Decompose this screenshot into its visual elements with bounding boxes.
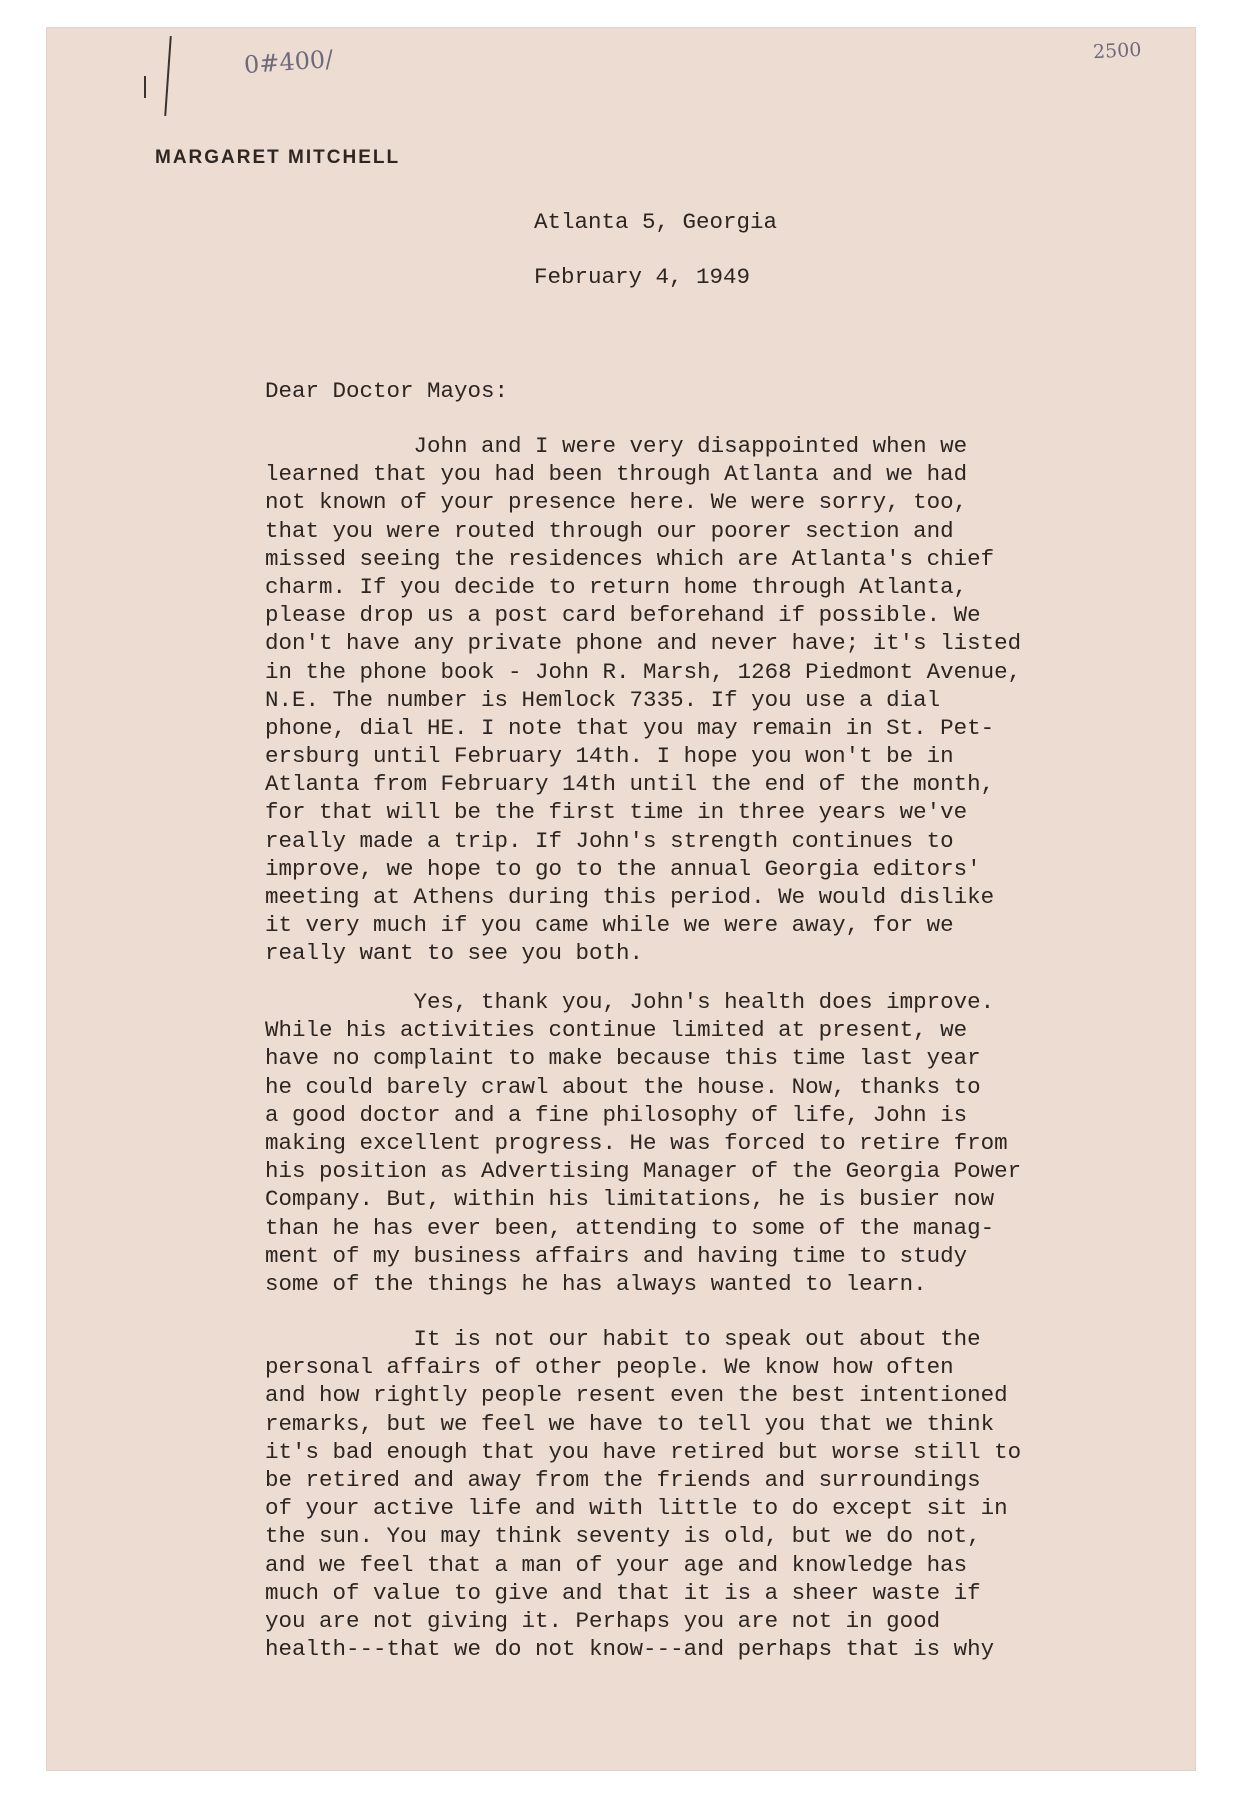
text-line: really made a trip. If John's strength continues to [265, 827, 954, 854]
text-line: a good doctor and a fine philosophy of life, John is [265, 1101, 968, 1128]
paragraph-1 [265, 432, 1021, 968]
text-line: in the phone book - John R. Marsh, 1268 Piedmont Avenue, [265, 658, 1022, 685]
text-line: It is not our habit to speak out about the [265, 1326, 981, 1352]
text-line: that you were routed through our poorer section and [265, 517, 954, 544]
text-line: ment of my business affairs and having time to study [265, 1242, 968, 1269]
text-line: Yes, thank you, John's health does improve. [265, 989, 995, 1015]
date-line: February 4, 1949 [534, 264, 751, 290]
text-line: much of value to give and that it is a sheer waste if [265, 1579, 981, 1606]
text-line: be retired and away from the friends and surroundings [265, 1466, 981, 1493]
text-line: learned that you had been through Atlanta and we had [265, 461, 968, 488]
text-line: John and I were very disappointed when we [265, 433, 968, 459]
text-line: and we feel that a man of your age and knowledge has [265, 1551, 968, 1578]
letterhead: MARGARET MITCHELL [155, 147, 401, 168]
text-line: health---that we do not know---and perhaps that is why [265, 1636, 995, 1663]
text-line: please drop us a post card beforehand if possible. We [265, 602, 981, 629]
text-line: remarks, but we feel we have to tell you that we think [265, 1410, 995, 1437]
paragraph-3 [265, 1325, 1021, 1663]
text-line: personal affairs of other people. We know how often [265, 1354, 954, 1381]
salutation: Dear Doctor Mayos: [265, 378, 509, 404]
pencil-mark [144, 76, 146, 98]
text-line: charm. If you decide to return home through Atlanta, [265, 573, 968, 600]
handwritten-note: 0#400/ [243, 44, 335, 80]
text-line: for that will be the first time in three years we've [265, 799, 968, 826]
text-line: than he has ever been, attending to some of the manag- [265, 1214, 995, 1241]
text-line: meeting at Athens during this period. We would dislike [265, 884, 995, 910]
place-line: Atlanta 5, Georgia [534, 209, 778, 235]
text-line: have no complaint to make because this time last year [265, 1045, 981, 1072]
text-line: don't have any private phone and never have; it's listed [265, 630, 1022, 657]
text-line: it very much if you came while we were away, for we [265, 912, 954, 939]
text-line: and how rightly people resent even the best intentioned [265, 1382, 1008, 1409]
text-line: ersburg until February 14th. I hope you won't be in [265, 743, 954, 770]
text-line: While his activities continue limited at present, we [265, 1017, 968, 1044]
text-line: missed seeing the residences which are Atlanta's chief [265, 545, 995, 572]
text-line: really want to see you both. [265, 940, 644, 967]
text-line: some of the things he has always wanted to learn. [265, 1270, 927, 1297]
corner-note: 2500 [1092, 38, 1142, 64]
text-line: of your active life and with little to do except sit in [265, 1495, 1008, 1522]
text-line: N.E. The number is Hemlock 7335. If you use a dial [265, 686, 941, 713]
text-line: Atlanta from February 14th until the end of the month, [265, 771, 995, 798]
text-line: Company. But, within his limitations, he is busier now [265, 1186, 995, 1213]
text-line: the sun. You may think seventy is old, but we do not, [265, 1523, 981, 1550]
text-line: he could barely crawl about the house. Now, thanks to [265, 1073, 981, 1100]
text-line: it's bad enough that you have retired but worse still to [265, 1438, 1022, 1465]
text-line: his position as Advertising Manager of the Georgia Power [265, 1158, 1022, 1185]
text-line: making excellent progress. He was forced to retire from [265, 1129, 1008, 1156]
text-line: not known of your presence here. We were sorry, too, [265, 489, 968, 516]
text-line: improve, we hope to go to the annual Georgia editors' [265, 855, 981, 882]
text-line: phone, dial HE. I note that you may remain in St. Pet- [265, 714, 995, 741]
paragraph-2 [265, 988, 1021, 1298]
text-line: you are not giving it. Perhaps you are not in good [265, 1607, 941, 1634]
